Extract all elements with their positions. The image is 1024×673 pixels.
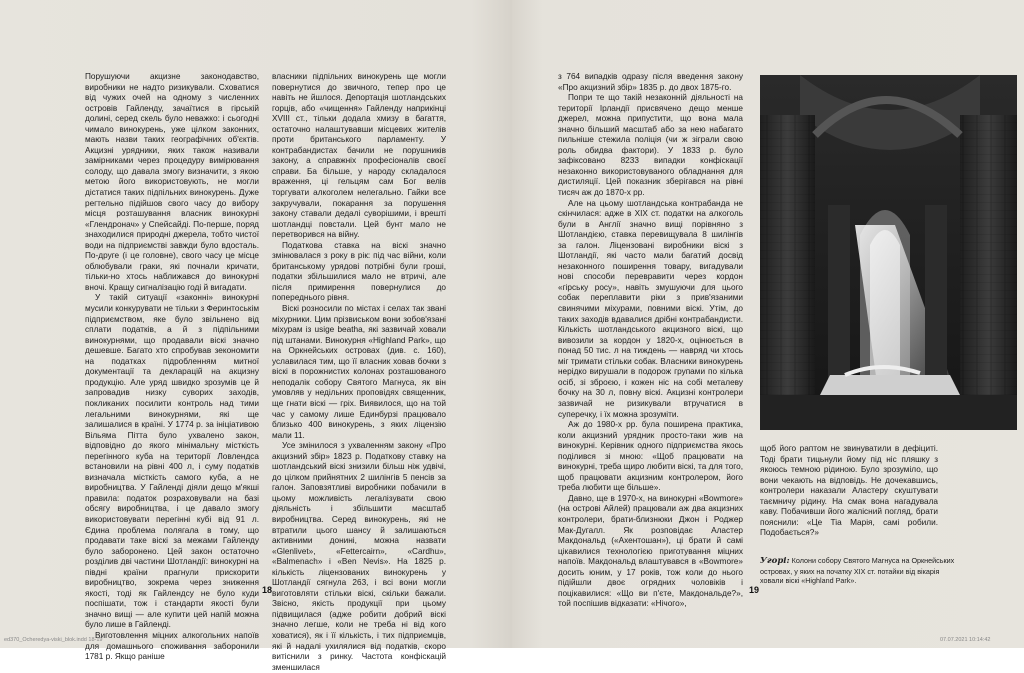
cathedral-columns-photo (760, 75, 1017, 430)
right-column-2 (760, 444, 938, 539)
caption-text: Колони собору Святого Магнуса на Оркнейських островах, у яких на початку XIX ст. потайки від вікарія ховали віскі «Highland Park». (760, 556, 955, 586)
paragraph: Попри те що такій незаконній діяльності на території Ірландії присвячено дещо менше джерел, можна припустити, що вона мала значно більший масштаб або за нею набагато пильніше стежила поліція (чи ж зіграли свою роль обидва фактори). У 1833 р. було зафіксовано 8233 випадки конфіскації незаконно використовуваного обладнання для дистиляції. Цей показник зберігався на рівні тисяч аж до 1870-х рр. (558, 93, 743, 198)
page-number-19: 19 (749, 585, 760, 595)
paragraph: Податкова ставка на віскі значно змінювалася з року в рік: під час війни, коли британському урядові потрібні були гроші, податки збільшилися мало не втричі, але після примирення повернулися до попереднього рівня. (272, 240, 446, 303)
print-slug-file: ed370_Ocheredya-viski_blok.indd 18-19 (4, 637, 103, 643)
paragraph: Порушуючи акцизне законодавство, виробники не надто ризикували. Сховатися від чужих очей на одному з численних островів Гайленду, зачаїтися в гірській долині, серед скель було неважко: і сьогодні чимало винокурень, уже цілком законних, мають назви таких географічних об'єктів. Акцизні урядники, яких також називали замірниками через процедуру вимірювання солоду, що давала змогу визначити, з якою метою його використовують, не могли дістатися таких підпільних винокурень. Дуже регтельно підійшов свого часу до вибору місця розташування власник винокурні «Глендронач» у Спейсайді. По-перше, поряд знаходилися природні джерела, тобто чистої води на підприємстві завжди було вдосталь. По-друге (і це головне), свого часу це місце облюбували граки, які почнали кричати, тільки-но хтось наближався до винокурні вночі. Кращу сигналізацію годі й вигадати. (85, 72, 259, 292)
right-column-1 (558, 72, 743, 610)
paragraph: Давно, ще в 1970-х, на винокурні «Bowmore» (на острові Айлей) працювали аж два акцизних контролери, брати-близнюки Джон і Роджер Мак-Дугалл. Як розповідає Аластер Макдональд («Ахентошан»), ці брати й самі цікавилися технологією приготування міцних напоїв. Макдональд влаштувався в «Bowmore» досить юним, у 17 років, тож коли до нього підійшли двоє огрядних чоловіків і поцікавилися: «Що ви п'єте, Макдональде?», той поспішив відказати: «Нічого», (558, 493, 743, 609)
paragraph: власники підпільних винокурень ще могли повернутися до звичного, тепер про це навіть не йшлося. Депортація шотландських горців, або «чищення» Гайленду наприкінці XVIII ст., тільки додала хмизу в багаття, остаточно налаштувавши місцевих жителів проти британського парламенту. У контрабандистах бачили не порушників закону, а справжніх професіоналів своєї справи. Ба більше, у народу складалося враження, ці гельцям сам Бог велів торгувати алкоголем нелегально. Гайки все закручували, покарання за порушення закону ставали дедалі суворішими, і врешті шотландці повстали. Цей бунт мало не перетворився на війну. (272, 72, 446, 240)
paragraph: Виготовлення міцних алкогольних напоїв для домашнього споживання заборонили 1781 р. Якщо раніше (85, 630, 259, 662)
paragraph: Віскі розносили по містах і селах так звані міхурники. Цим прізвиськом вони зобов'язані міхурам із usige beatha, які зазвичай ховали під штанами. Винокурня «Highland Park», що на Оркнейських островах (див. с. 160), уславилася тим, що її власник ховав бочки з віскі в порожнистих колонах розташованого неподалік собору Святого Магнуса, як він умовляв у недільних проповідях священник, ще гнати віскі — гріх. Виявилося, що на той час у самому лише Единбурзі працювало близько 400 винокурень, з яких ліцензію мали 11. (272, 304, 446, 440)
print-slug-date: 07.07.2021 10:14:42 (940, 637, 991, 643)
paragraph: з 764 випадків одразу після введення закону «Про акцизний збір» 1835 р. до двох 1875-го. (558, 72, 743, 92)
paragraph: Але на цьому шотландська контрабанда не скінчилася: адже в XIX ст. податки на алкоголь були в Англії значно вищі порівняно з Шотландією, ставка перевищувала 8 шилінгів за галон. Ліцензовані виробники віскі з Шотландії, які часто мали багатий досвід незаконного поширення товару, вигадували нові способи перевравити через кордон «гірську росу», навіть змушуючи для цього собак переплавити ріки з прив'язаними свинячими міхурами, повними віскі. Утім, до таких заходів вдавалися дрібні контрабандисти. Кількість шотландського акцизного віскі, що вивозили за кордон у 1820-х, оцінюється в понад 50 тис. л на тиждень — навряд чи хтось міг тримати стільки собак. Власники винокурень нерідко вирушали в подорож групами по кілька осіб, зі зброєю, і кожен ніс на собі металеву бочку на 30 л, повну віскі. Акцизні контролери зазвичай не ризикували втручатися в суперечку, і їх можна зрозуміти. (558, 198, 743, 419)
photo-illustration (760, 75, 1017, 430)
page-number-18: 18 (262, 585, 273, 595)
left-page (0, 0, 512, 672)
left-column-2 (272, 72, 446, 673)
left-column-1 (85, 72, 259, 663)
paragraph: У такій ситуації «законні» винокурні мусили конкурувати не тільки з Феринтоськім підприємством, яке було звільнено від сплати податків, а й з підпільними винокурнями, що продавали віскі значно дешевше. Багато хто спробував зекономити на податках підробленням митної документації та декларацій на акцизну продукцію. Але уряд швидко зрозумів це й запровадив низку суворих заходів, покликаних посилити контроль над тими легальними винокурнями, які ще залишалися в країні. У 1774 р. за ініціативою Вільяма Пітта було ухвалено закон, відповідно до якого мінімальну місткість перегінного куба на території Ловлендса встановили на рівні 400 л, і суму податків визначала місткість самого куба, а не виробництва. У Гайленді діяли дещо м'якші правила: податок розраховували на базі обсягу виробництва, і це давало змогу використовувати перегінні кубі від 91 л. Єдина проблема полягала в тому, що продавати таке віскі за межами Гайленду було заборонено. Цей закон остаточно розділив дві частини Шотландії: винокурні на півдні країни прагнули прискорити виробництво, зокрема через зниження якості, тоді як Гайлендсу не було куди поспішати, тож і стандарти якості були значно вищі — але купити цей напій можна було лише в Гайленді. (85, 293, 259, 630)
paragraph: Усе змінилося з ухваленням закону «Про акцизний збір» 1823 р. Податкову ставку на шотландський віскі знизили більш ніж удвічі, до цілком прийнятних 2 шилінгів 5 пенсів за галон. Заповзятливі виробники побачили в цьому можливість легалізувати свою діяльність і збільшити масштаб виробництва. Серед винокурень, які не втратили цього шансу й залишаються активними донині, можна назвати «Glenlivet», «Fettercairn», «Cardhu», «Balmenach» і «Ben Nevis». На 1825 р. кількість ліцензованих винокурень у Шотландії сягнула 263, і всі вони могли виготовляти стільки віскі, скільки бажали. Звісно, якість продукції при цьому підвищилася (адже робити добрий віскі значно легше, коли не треба ні від кого ховатися), як і її кількість, і тих підприємців, які й надалі ухилялися від податків, скоро витіснили з ринку. Частота конфіскацій зменшилася (272, 441, 446, 672)
paragraph: щоб його раптом не звинуватили в дефіциті. Тоді брати тицьнули йому під ніс пляшку з якоюсь темною рідиною. Було зрозуміло, що вони чекають на відповідь. Не дочекавшись, контролери наказали Аластеру скуштувати таємничу рідину. На смак вона нагадувала каву. Побачивши його жалісний погляд, брати пояснили: «Це Tia Марія, самі робили. Подобається?» (760, 444, 938, 538)
caption-label: Угорі: (760, 556, 790, 566)
photo-caption (760, 556, 960, 586)
paragraph: Аж до 1980-х рр. була поширена практика, коли акцизний урядник просто-таки жив на винокурні. Керівник одного підприємства якось поділився зі мною: «Щоб працювати на винокурні, треба щиро любити віскі, та для того, щоб працювати акцизним контролером, його треба любити ще більше». (558, 420, 743, 493)
